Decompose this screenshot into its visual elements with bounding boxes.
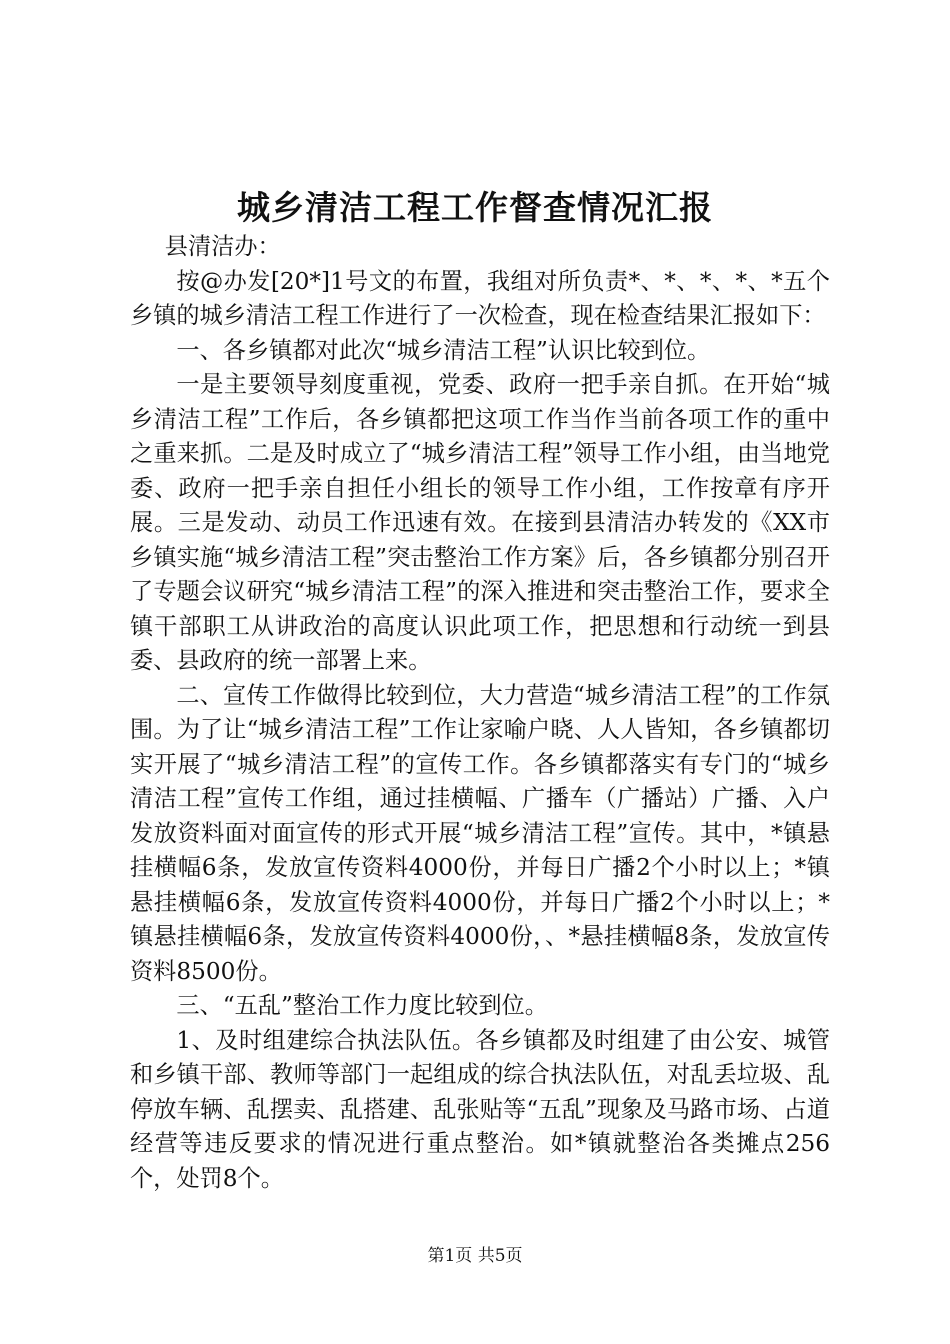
document-title: 城乡清洁工程工作督查情况汇报 (237, 188, 713, 227)
section-heading-3: 三、“五乱”整治工作力度比较到位。 (176, 992, 548, 1019)
document-body (130, 230, 830, 1196)
paragraph-publicity: 二、宣传工作做得比较到位，大力营造“城乡清洁工程”的工作氛围。为了让“城乡清洁工程”工作让家喻户晓、人人皆知，各乡镇都切实开展了“城乡清洁工程”的宣传工作。各乡镇都落实有专门的“城乡清洁工程”宣传工作组，通过挂横幅、广播车（广播站）广播、入户发放资料面对面宣传的形式开展“城乡清洁工程”宣传。其中，*镇悬挂横幅6条，发放宣传资料4000份，并每日广播2个小时以上；*镇悬挂横幅6条，发放宣传资料4000份，并每日广播2个小时以上；*镇悬挂横幅6条，发放宣传资料4000份，、*悬挂横幅8条，发放宣传资料8500份。 (130, 681, 830, 985)
paragraph-enforcement: 1、及时组建综合执法队伍。各乡镇都及时组建了由公安、城管和乡镇干部、教师等部门一起组成的综合执法队伍，对乱丢垃圾、乱停放车辆、乱摆卖、乱搭建、乱张贴等“五乱”现象及马路市场、占道经营等违反要求的情况进行重点整治。如*镇就整治各类摊点256个，处罚8个。 (130, 1026, 830, 1192)
salutation: 县清洁办： (164, 233, 281, 260)
page-footer: 第1页 共5页 (427, 1246, 523, 1266)
paragraph-intro: 按@办发[20*]1号文的布置，我组对所负责*、*、*、*、*五个乡镇的城乡清洁工程工作进行了一次检查，现在检查结果汇报如下： (130, 267, 830, 329)
section-heading-1: 一、各乡镇都对此次“城乡清洁工程”认识比较到位。 (176, 336, 711, 364)
paragraph-leadership: 一是主要领导刻度重视，党委、政府一把手亲自抓。在开始“城乡清洁工程”工作后，各乡镇都把这项工作当作当前各项工作的重中之重来抓。二是及时成立了“城乡清洁工程”领导工作小组，由当地党委、政府一把手亲自担任小组长的领导工作小组，工作按章有序开展。三是发动、动员工作迅速有效。在接到县清洁办转发的《XX市乡镇实施“城乡清洁工程”突击整治工作方案》后，各乡镇都分别召开了专题会议研究“城乡清洁工程”的深入推进和突击整治工作，要求全镇干部职工从讲政治的高度认识此项工作，把思想和行动统一到县委、县政府的统一部署上来。 (130, 371, 830, 674)
